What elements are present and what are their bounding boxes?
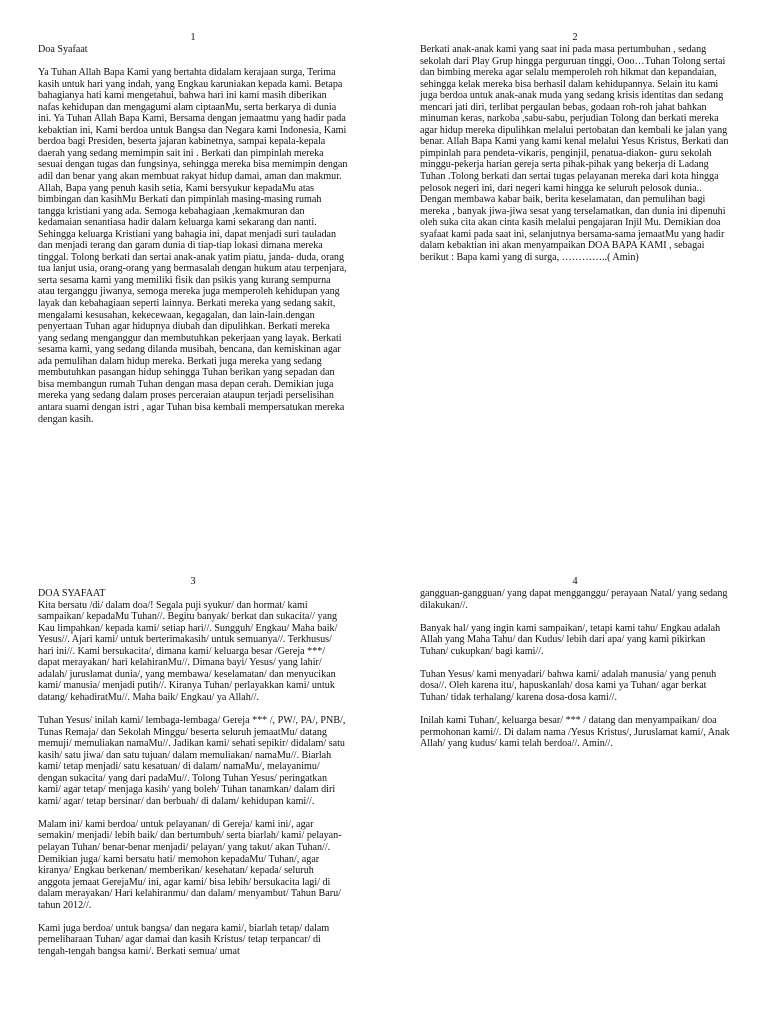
paragraph: Ya Tuhan Allah Bapa Kami yang bertahta didalam kerajaan surga, Terima kasih untuk hari yang indah, yang Engkau karuniakan kepada kami. Betapa bahagianya hati kami mengetahui, bahwa hari ini kami masih diberikan nafas kehidupan dan mengagumi alam ciptaanMu, serta berkarya di dunia ini. Ya Tuhan Allah Bapa Kami, Bersama dengan jemaatmu yang hadir pada kebaktian ini, Kami berdoa untuk Bangsa dan Negara kami Indonesia, Kami berdoa bagi Presiden, beserta jajaran kabinetnya, sampai kepala-kepala daerah yang sedang memimpin sait ini . Berkati dan pimpinlah mereka sesuai dengan tugas dan fungsinya, sehingga mereka bisa memimpin dengan adil dan benar yang akan membuat rakyat hidup damai, aman dan makmur. Allah, Bapa yang penuh kasih setia, Kami bersyukur kepadaMu atas bimbingan dan kasihMu Berkati dan pimpinlah masing-masing rumah tangga kristiani yang ada. Semoga kebahagiaan ,kemakmuran dan kedamaian senantiasa hadir dalam keluarga kami sekarang dan nanti. Sehingga keluarga Kristiani yang bahagia ini, dapat menjadi suri tauladan dan menjadi terang dan garam dunia di tiap-tiap lokasi dimana mereka tinggal. Tolong berkati dan sertai anak-anak yatim piatu, janda- duda, orang tua lanjut usia, orang-orang yang bermasalah dengan hukum atau terpenjara, serta sesama kami yang memiliki fisik dan psikis yang kurang sempurna atau terganggu jiwanya, semoga mereka juga memperoleh kehidupan yang layak dan kebahagiaan seperti lainnya. Berkati mereka yang sedang sakit, mengalami kesusahan, kekecewaan, kegagalan, dan lain-lain.dengan penyertaan Tuhan agar hidupnya diubah dan dipulihkan. Berkati mereka yang sedang menganggur dan membutuhkan pekerjaan yang layak. Berkati sesama kami, yang sedang dilanda musibah, bencana, dan kemiskinan agar ada pemulihan dalam hidup mereka. Berkati juga mereka yang sedang membutuhkan pasangan hidup sehingga Tuhan berikan yang sepadan dan bisa membangun rumah Tuhan dengan masa depan cerah. Demikian juga mereka yang sedang dalam proses perceraian ataupun terjadi perselisihan antara suami dengan istri , agar Tuhan bisa kembali mempersatukan mereka dengan kasih.: [38, 67, 348, 425]
document-title: Doa Syafaat: [38, 44, 88, 55]
page-number: 4: [572, 576, 578, 587]
page-text: [38, 588, 348, 958]
paragraph: Kami juga berdoa/ untuk bangsa/ dan negara kami/, biarlah tetap/ dalam pemeliharaan Tuhan/ agar damai dan kasih Kristus/ tetap terpancar/ di tengah-tengah bangsa kami/. Berkati semua/ umat: [38, 922, 330, 957]
paragraph: Tuhan Yesus/ kami menyadari/ bahwa kami/ adalah manusia/ yang penuh dosa//. Oleh karena itu/, hapuskanlah/ dosa kami ya Tuhan/ agar berkat Tuhan/ tidak terhalang/ karena dosa-dosa kami//.: [420, 668, 717, 703]
page-4: [420, 576, 730, 750]
paragraph: Banyak hal/ yang ingin kami sampaikan/, tetapi kami tahu/ Engkau adalah Allah yang Maha Tahu/ dan Kudus/ lebih dari apa/ yang kami pikirkan Tuhan/ cukupkan/ bagi kami//.: [420, 622, 721, 657]
paragraph: Berkati anak-anak kami yang saat ini pada masa pertumbuhan , sedang sekolah dari Play Grup hingga perguruan tinggi, Ooo…Tuhan Tolong sertai dan bimbing mereka agar selalu memperoleh roh hikmat dan kepandaian, sehingga kelak mereka bisa berhasil dalam kehidupannya. Selain itu kami juga berdoa untuk anak-anak muda yang sedang krisis identitas dan sedang mencari jati diri, terlibat pergaulan bebas, godaan roh-roh jahat bahkan minuman keras, narkoba ,sabu-sabu, perjudian Tolong dan berkati mereka agar hidup mereka dipulihkan melalui pertobatan dan kembali ke jalan yang benar. Allah Bapa Kami yang kami kenal melalui Yesus Kristus, Berkati dan pimpinlah para pendeta-vikaris, penginjil, penatua-diakon- guru sekolah minggu-pekerja harian gereja serta pihak-pihak yang bekerja di Ladang Tuhan .Tolong berkati dan sertai tugas pelayanan mereka dari kota hingga pelosok negeri ini, dari negeri kami hingga ke seluruh pelosok dunia.. Dengan membawa kabar baik, berita keselamatan, dan pemulihan bagi mereka , banyak jiwa-jiwa sesat yang terselamatkan, dan dunia ini dipenuhi oleh suka cita akan cinta kasih melalui pengajaran Injil Mu. Demikian doa syafaat kami pada saat ini, selanjutnya bersama-sama jemaatMu yang hadir dalam kebaktian ini akan menyampaikan DOA BAPA KAMI , sebagai berikut : Bapa kami yang di surga, …………..( Amin): [420, 44, 729, 263]
page-2: [420, 32, 730, 263]
page-3: [38, 576, 348, 958]
page-number: 1: [190, 32, 196, 43]
document-title: DOA SYAFAAT: [38, 588, 106, 599]
page-number: 3: [190, 576, 196, 587]
paragraph: Malam ini/ kami berdoa/ untuk pelayanan/ di Gereja/ kami ini/, agar semakin/ menjadi/ lebih baik/ dan bertumbuh/ serta biarlah/ kami/ pelayan-pelayan Tuhan/ benar-benar menjadi/ pelayan/ yang takut/ akan Tuhan//. Demikian juga/ kami bersatu hati/ memohon kepadaMu/ Tuhan/, agar kiranya/ Engkau berkenan/ memberikan/ kesehatan/ kepada/ seluruh anggota jemaat GerejaMu/ ini, agar kami/ bisa lebih/ bersukacita lagi/ di dalam merayakan/ Hari kelahiranmu/ dan dalam/ menyambut/ Tahun Baru/ tahun 2012//.: [38, 818, 342, 911]
paragraph: Inilah kami Tuhan/, keluarga besar/ *** / datang dan menyampaikan/ doa permohonan kami//. Di dalam nama /Yesus Kristus/, Juruslamat kami/, Anak Allah/ yang kudus/ kami telah berdoa//. Amin//.: [420, 715, 730, 750]
paragraph: gangguan-gangguan/ yang dapat mengganggu/ perayaan Natal/ yang sedang dilakukan//.: [420, 588, 728, 611]
page-1: [38, 32, 348, 425]
page-text: [420, 588, 730, 750]
page-text: [38, 44, 348, 425]
paragraph: Tuhan Yesus/ inilah kami/ lembaga-lembaga/ Gereja *** /, PW/, PA/, PNB/, Tunas Remaja/ dan Sekolah Minggu/ beserta seluruh jemaatMu/ datang memuji/ memuliakan namaMu//. Jadikan kami/ sehati sepikir/ didalam/ satu kasih/ satu jiwa/ dan satu tujuan/ dalam memuliakan/ namaMu//. Biarlah kami/ tetap menjadi/ satu kesatuan/ di dalam/ namaMu/, melayanimu/ dengan sukacita/ yang dari padaMu//. Tolong Tuhan Yesus/ peringatkan kami/ agar tetap/ menjaga kasih/ yang boleh/ Tuhan tanamkan/ dalam diri kami/ agar/ tetap bersinar/ dan berbuah/ di dalam/ kehidupan kami//.: [38, 715, 346, 807]
page-text: [420, 44, 730, 263]
page-number: 2: [572, 32, 578, 43]
paragraph: Kita bersatu /di/ dalam doa/! Segala puji syukur/ dan hormat/ kami sampaikan/ kepadaMu Tuhan//. Begitu banyak/ berkat dan sukacita// yang Kau limpahkan/ kepada kami/ setiap hari//. Sungguh/ Engkau/ Maha baik/ Yesus//. Ajari kami/ untuk berterimakasih/ untuk semuanya//. Terkhusus/ hari ini//. Kami bersukacita/, dimana kami/ keluarga besar /Gereja ***/ dapat merayakan/ hari kelahiranMu//. Dimana bayi/ Yesus/ yang lahir/ adalah/ juruslamat dunia/, yang membawa/ keselamatan/ dan menyucikan kami/ manusia/ menjadi putih//. Kiranya Tuhan/ perlayakkan kami/ untuk datang/ kehadiratMu//. Maha baik/ Engkau/ ya Allah//.: [38, 599, 338, 703]
